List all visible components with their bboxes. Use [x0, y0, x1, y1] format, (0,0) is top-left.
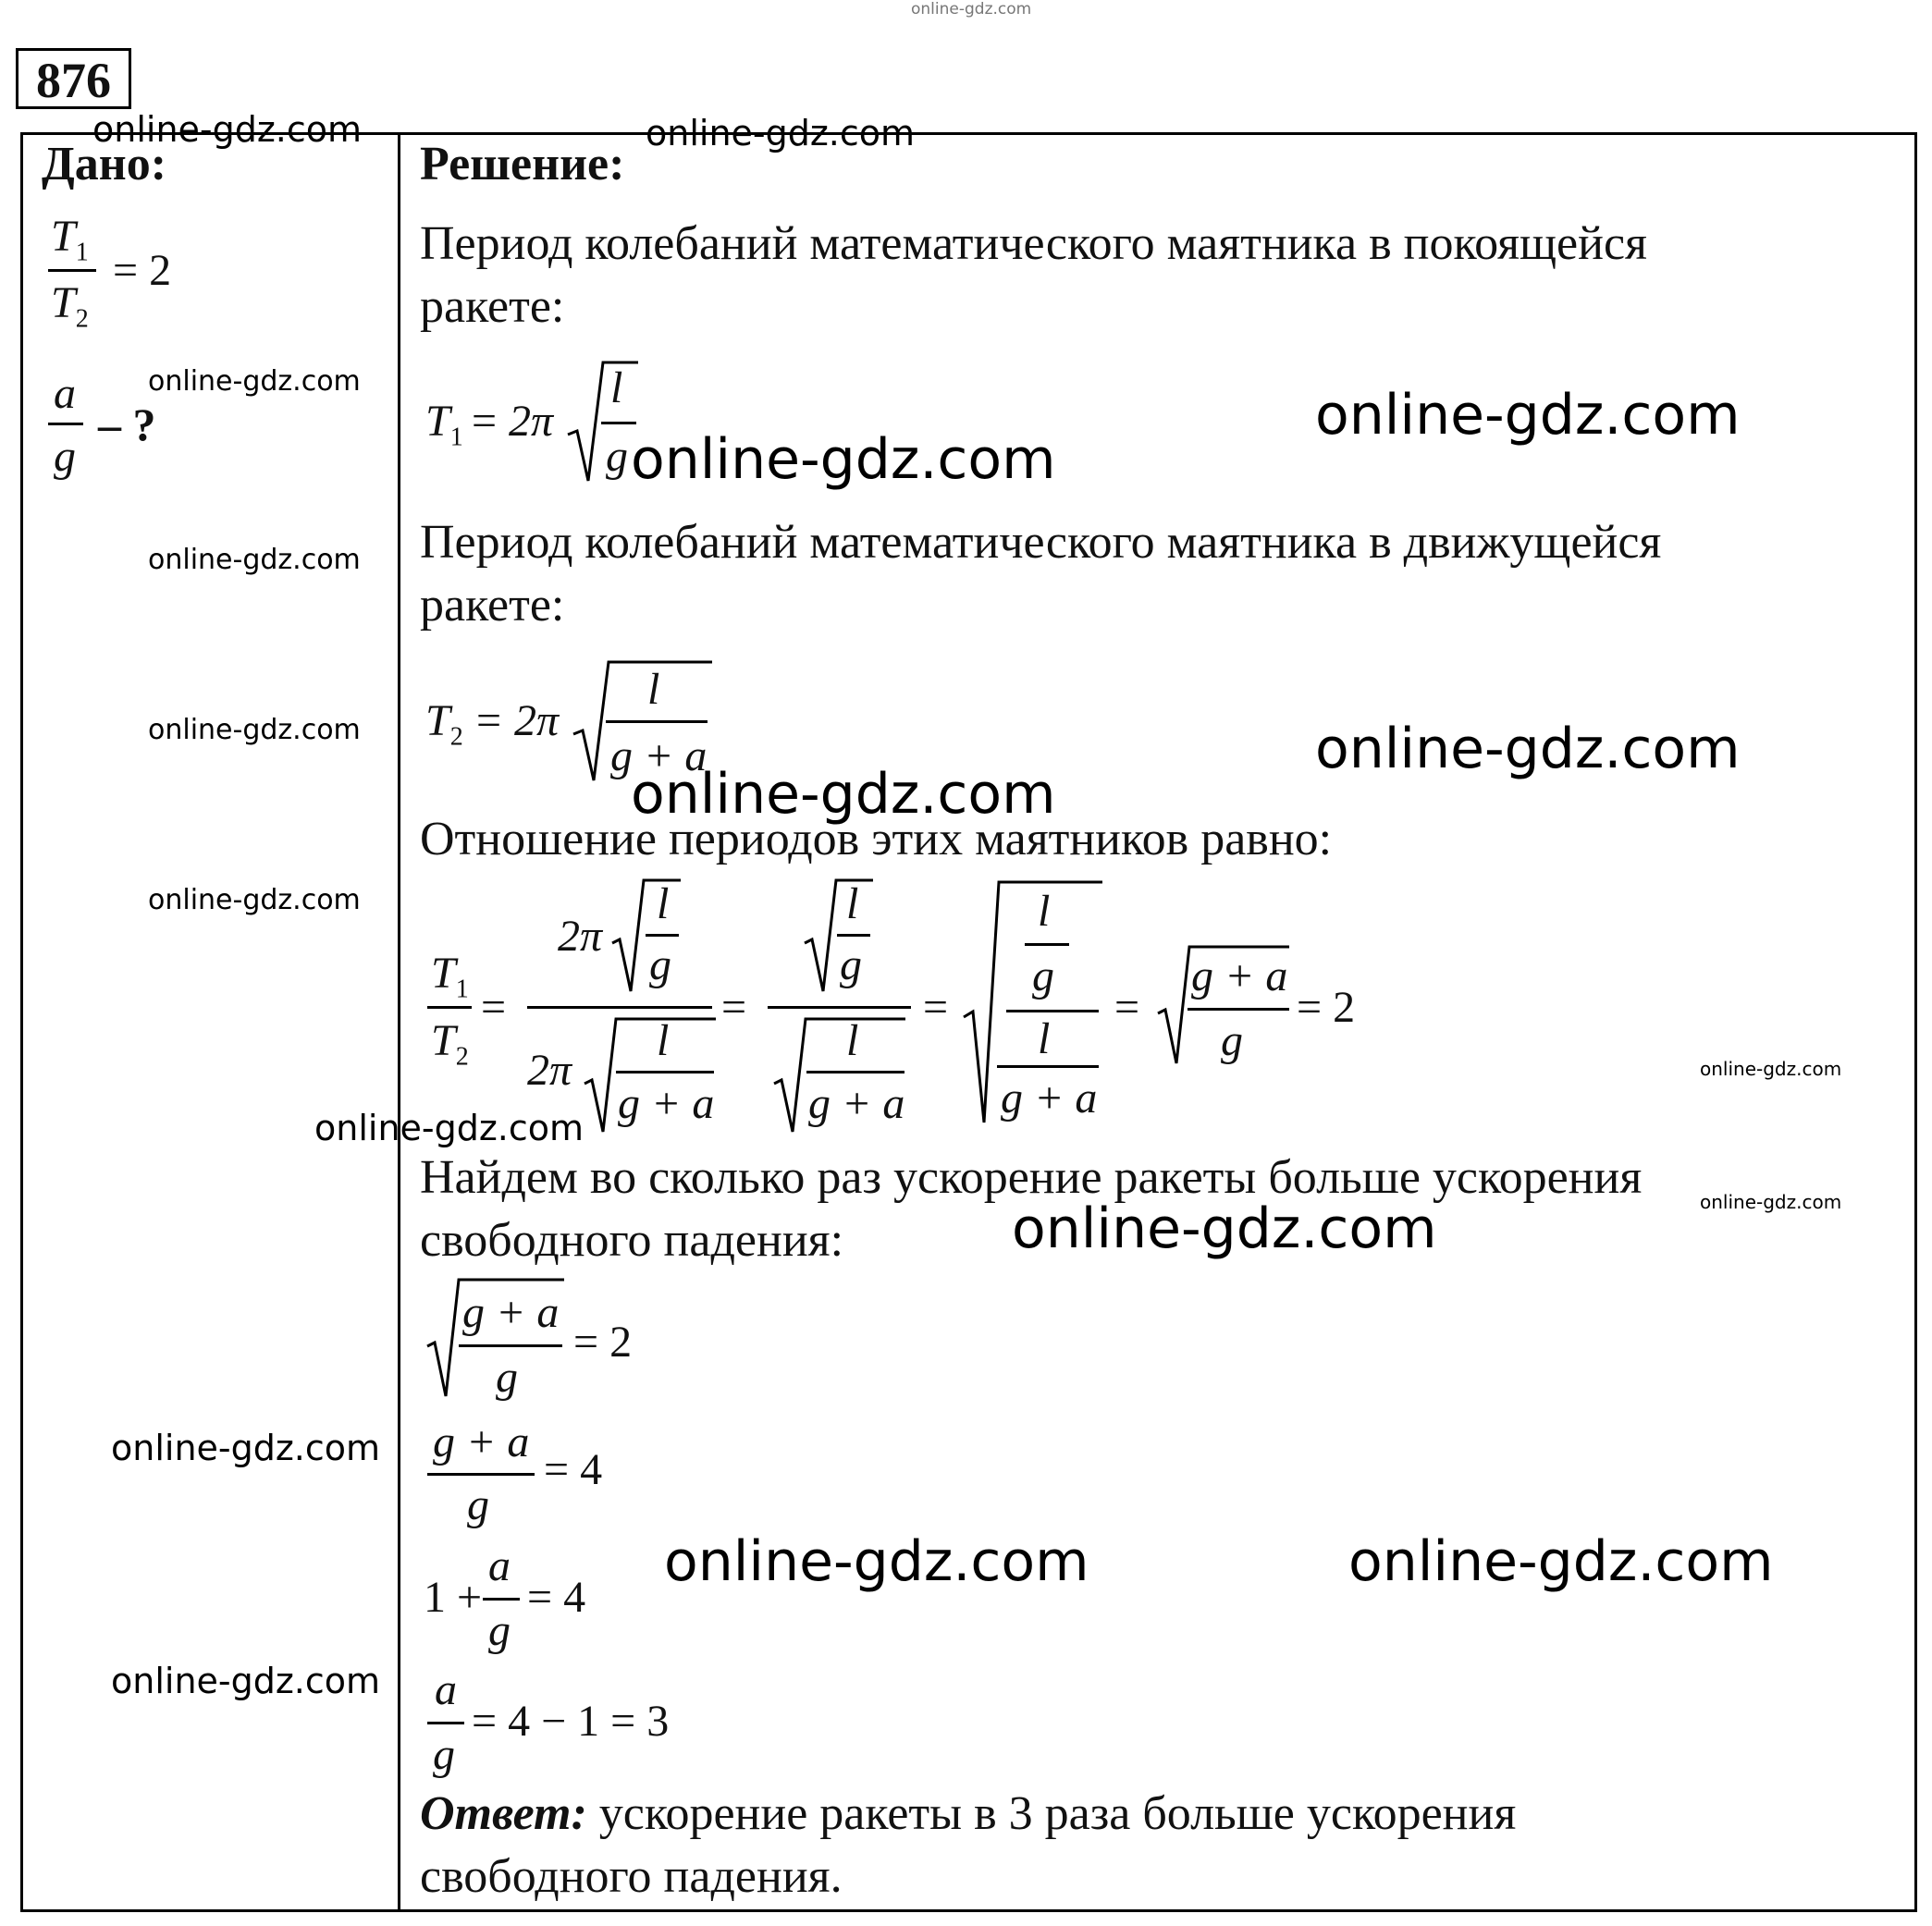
text-p4-line1: Найдем во сколько раз ускорение ракеты больше ускорения: [420, 1151, 1643, 1204]
watermark: online-gdz.com: [111, 1661, 381, 1701]
watermark: online-gdz.com: [1700, 1058, 1842, 1080]
watermark: online-gdz.com: [111, 1428, 381, 1468]
watermark: online-gdz.com: [1700, 1191, 1842, 1213]
given-header: Дано:: [42, 138, 167, 190]
watermark: online-gdz.com: [631, 427, 1056, 492]
text-p2-line1: Период колебаний математического маятника в движущейся: [420, 516, 1662, 569]
text-p2-line2: ракете:: [420, 579, 565, 632]
text-p1-line1: Период колебаний математического маятника в покоящейся: [420, 217, 1647, 270]
text-p1-line2: ракете:: [420, 280, 565, 333]
radical-3a: [610, 877, 684, 997]
watermark: online-gdz.com: [148, 365, 361, 398]
watermark: online-gdz.com: [1315, 383, 1741, 448]
watermark: online-gdz.com: [148, 544, 361, 576]
watermark: online-gdz.com: [148, 884, 361, 916]
watermark: online-gdz.com: [148, 714, 361, 746]
column-divider: [398, 132, 400, 1912]
text-p3: Отношение периодов этих маятников равно:: [420, 813, 1333, 865]
watermark: online-gdz.com: [1348, 1529, 1774, 1594]
answer-line1: [420, 1783, 1516, 1846]
answer-label: Ответ:: [420, 1787, 587, 1840]
answer-text: ускорение ракеты в 3 раза больше ускорения: [586, 1787, 1517, 1840]
watermark: online-gdz.com: [314, 1108, 585, 1148]
watermark: online-gdz.com: [92, 109, 363, 150]
watermark: online-gdz.com: [1315, 717, 1741, 781]
watermark: online-gdz.com: [664, 1529, 1089, 1594]
watermark: online-gdz.com: [631, 762, 1056, 827]
watermark-top: online-gdz.com: [911, 0, 1032, 18]
problem-number: 876: [16, 48, 131, 109]
solution-header: Решение:: [420, 138, 625, 190]
text-p4-line2: свободного падения:: [420, 1214, 844, 1267]
answer-line2: свободного падения.: [420, 1850, 843, 1903]
watermark: online-gdz.com: [646, 113, 916, 153]
watermark: online-gdz.com: [1012, 1196, 1437, 1261]
